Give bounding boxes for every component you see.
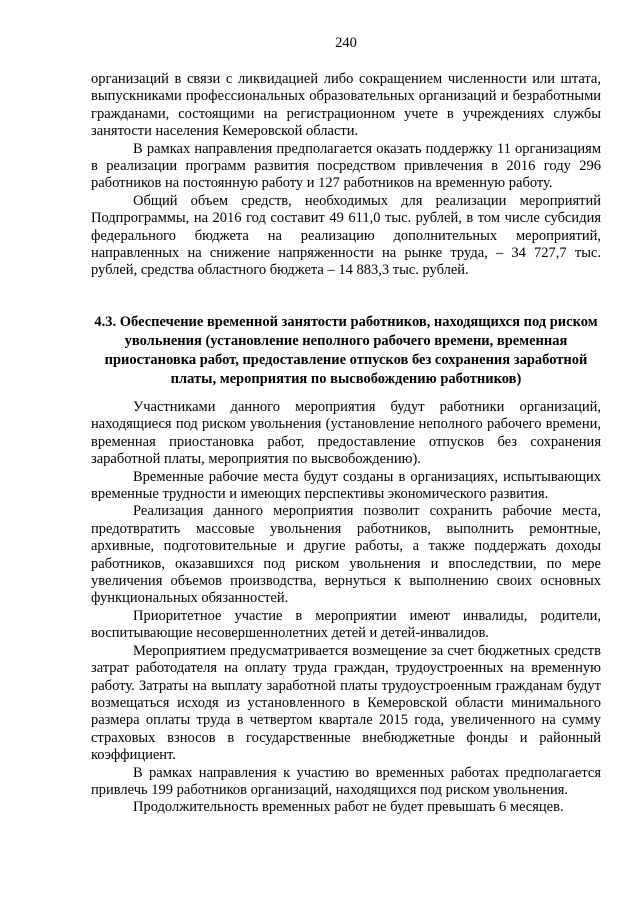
paragraph-participants: Участниками данного мероприятия будут работники организаций, находящиеся под риском увольнения (установление неполного рабочего времени, временная приостановка работ, предоставление отпусков без сохранения заработной платы, мероприятия по высвобождению). [91,399,601,468]
paragraph-continuation: организаций в связи с ликвидацией либо сокращением численности или штата, выпускниками профессиональных образовательных организаций и безработными гражданами, состоящими на регистрационном учете в учреждениях службы занятости населения Кемеровской области. [91,71,601,140]
page-number: 240 [335,35,357,51]
top-text-block [91,71,601,280]
paragraph-implementation: Реализация данного мероприятия позволит сохранить рабочие места, предотвратить массовые увольнения работников, выполнить ремонтные, архивные, подготовительные и другие работы, а также поддержать доходы работников, оказавшихся под риском увольнения и впоследствии, по мере увеличения объемов производства, вернуться к выполнению своих основных функциональных обязанностей. [91,503,601,607]
paragraph-funding-volume: Общий объем средств, необходимых для реализации мероприятий Подпрограммы, на 2016 год составит 49 611,0 тыс. рублей, в том числе субсидия федерального бюджета на реализацию дополнительных мероприятий, направленных на снижение напряженности на рынке труда, – 34 727,7 тыс. рублей, средства областного бюджета – 14 883,3 тыс. рублей. [91,192,601,279]
paragraph-reimbursement: Мероприятием предусматривается возмещение за счет бюджетных средств затрат работодателя на оплату труда граждан, трудоустроенных на временную работу. Затраты на выплату заработной платы трудоустроенным гражданам будут возмещаться исходя из установленного в Кемеровской области минимального размера оплаты труда в четвертом квартале 2015 года, увеличенного на сумму страховых взносов в государственные внебюджетные фонды и районный коэффициент. [91,642,601,764]
paragraph-temporary-jobs: Временные рабочие места будут созданы в организациях, испытывающих временные трудности и имеющих перспективы экономического развития. [91,468,601,503]
paragraph-support-organizations: В рамках направления предполагается оказать поддержку 11 организациям в реализации программ развития посредством привлечения в 2016 году 296 работников на постоянную работу и 127 работников на временную работу. [91,140,601,192]
paragraph-participants-count: В рамках направления к участию во временных работах предполагается привлечь 199 работников организаций, находящихся под риском увольнения. [91,764,601,798]
section-heading: 4.3. Обеспечение временной занятости работников, находящихся под риском увольнения (установление неполного рабочего времени, временная приостановка работ, предоставление отпусков без сохранения заработной платы, мероприятия по высвобождению работников) [94,314,598,387]
paragraph-priority-participation: Приоритетное участие в мероприятии имеют инвалиды, родители, воспитывающие несовершеннолетних детей и детей-инвалидов. [91,607,601,642]
section-text-block [91,399,601,817]
paragraph-duration: Продолжительность временных работ не будет превышать 6 месяцев. [133,799,564,816]
